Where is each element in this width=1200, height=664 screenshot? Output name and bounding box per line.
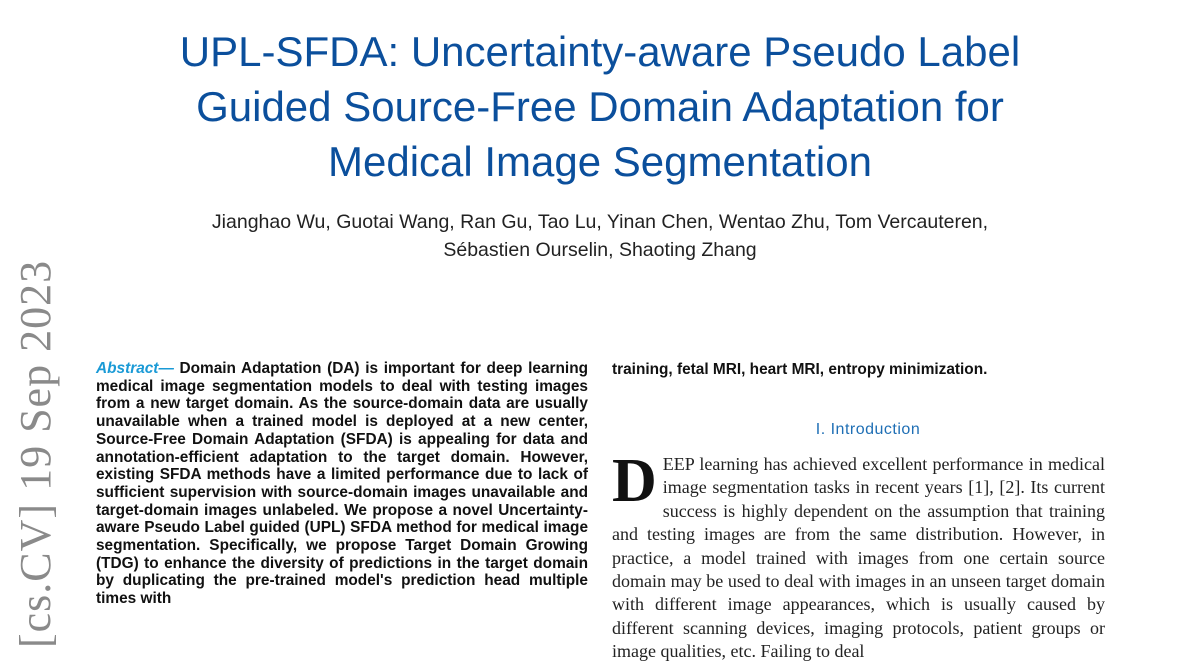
intro-text: EEP learning has achieved excellent performance in medical image segmentation tasks in recent years [1], [2]. Its current success is highly dependent on the assumption that training and testing images are from the same distribution. However, in practice, a model trained with images from one certain source domain may be used to deal with images in an unseen target domain with different image appearances, which is usually caused by different scanning devices, imaging protocols, patient groups or image qualities, etc. Failing to deal [612, 454, 1105, 662]
title-line-1: UPL-SFDA: Uncertainty-aware Pseudo Label [179, 28, 1021, 75]
drop-cap: D [612, 447, 657, 515]
paper-title [100, 24, 1100, 189]
author-line-2: Sébastien Ourselin, Shaoting Zhang [443, 239, 757, 261]
index-terms-tail: training, fetal MRI, heart MRI, entropy minimization. [612, 361, 988, 378]
title-line-2: Guided Source-Free Domain Adaptation for [196, 83, 1004, 130]
introduction-paragraph [612, 447, 1105, 664]
abstract-text: Domain Adaptation (DA) is important for deep learning medical image segmentation models to deal with testing images from a new target domain. As the source-domain data are usually unavailable when a trained model is deployed at a new center, Source-Free Domain Adaptation (SFDA) is appealing for data and annotation-efficient adaptation to the target domain. However, existing SFDA methods have a limited performance due to lack of sufficient supervision with source-domain images unavailable and target-domain images unlabeled. We propose a novel Uncertainty-aware Pseudo Label guided (UPL) SFDA method for medical image segmentation. Specifically, we propose Target Domain Growing (TDG) to enhance the diversity of predictions in the target domain by duplicating the pre-trained model's prediction head multiple times with [96, 360, 588, 608]
author-list [100, 208, 1100, 264]
section-heading-introduction: I. Introduction [815, 421, 921, 438]
title-line-3: Medical Image Segmentation [328, 138, 872, 185]
abstract-label: Abstract [96, 360, 159, 377]
abstract [96, 360, 588, 608]
author-line-1: Jianghao Wu, Guotai Wang, Ran Gu, Tao Lu, Yinan Chen, Wentao Zhu, Tom Vercauteren, [211, 211, 989, 233]
abstract-dash: — [158, 360, 174, 377]
arxiv-stamp: [cs.CV] 19 Sep 2023 [11, 259, 60, 648]
